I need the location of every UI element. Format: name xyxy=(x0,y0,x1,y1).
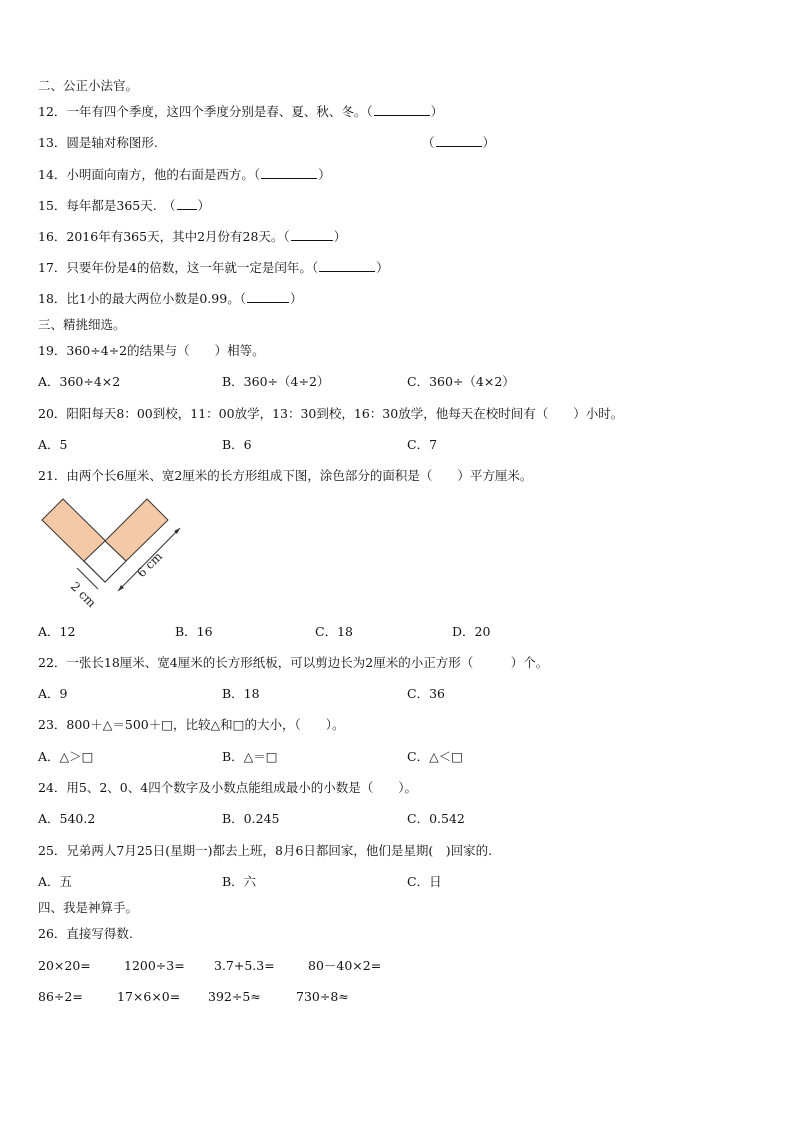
question-number: 17． xyxy=(38,260,67,275)
question-text: 圆是轴对称图形. xyxy=(66,135,158,150)
question-text: 2016年有365天，其中2月份有28天。（ xyxy=(66,229,290,244)
option-c[interactable]: C．△＜□ xyxy=(407,749,463,764)
option-b[interactable]: B．18 xyxy=(222,686,260,701)
answer-blank[interactable] xyxy=(177,197,197,210)
question-13-answer xyxy=(422,134,495,152)
calc-item[interactable]: 392÷5≈ xyxy=(208,989,261,1004)
question-number: 26． xyxy=(38,926,67,941)
option-a[interactable]: A．12 xyxy=(38,624,76,639)
question-number: 16． xyxy=(38,229,67,244)
question-26 xyxy=(38,925,133,943)
option-b[interactable]: B．0.245 xyxy=(222,811,280,826)
option-a[interactable]: A．5 xyxy=(38,437,68,452)
question-22 xyxy=(38,654,548,672)
paren-close: ） xyxy=(482,135,496,150)
answer-blank[interactable] xyxy=(247,290,289,303)
question-text: 小明面向南方，他的右面是西方。（ xyxy=(66,167,261,182)
question-12 xyxy=(38,103,443,121)
option-c[interactable]: C．18 xyxy=(315,624,353,639)
section-title-choice: 三、精挑细选。 xyxy=(38,317,126,332)
question-25 xyxy=(38,842,492,860)
option-d[interactable]: D．20 xyxy=(452,624,491,639)
calc-item[interactable]: 730÷8≈ xyxy=(296,989,349,1004)
option-c[interactable]: C．日 xyxy=(407,874,442,889)
question-number: 25． xyxy=(38,843,67,858)
calc-item[interactable]: 3.7+5.3= xyxy=(214,958,275,973)
paren-close: ） xyxy=(430,104,444,119)
option-c[interactable]: C．0.542 xyxy=(407,811,465,826)
question-24 xyxy=(38,779,417,797)
question-text: 直接写得数. xyxy=(66,926,133,941)
paren-close: ） xyxy=(289,291,303,306)
calc-item[interactable]: 17×6×0= xyxy=(117,989,181,1004)
question-text: 一年有四个季度，这四个季度分别是春、夏、秋、冬。（ xyxy=(66,104,373,119)
question-text: 用5、2、0、4四个数字及小数点能组成最小的小数是（ ）。 xyxy=(66,780,417,795)
answer-blank[interactable] xyxy=(436,134,482,147)
question-text: 阳阳每天8：00到校，11：00放学，13：30到校，16：30放学，他每天在校时间有（ ）小时。 xyxy=(66,406,624,421)
calc-item[interactable]: 80－40×2= xyxy=(308,958,382,973)
question-number: 18． xyxy=(38,291,67,306)
question-number: 14． xyxy=(38,167,67,182)
option-c[interactable]: C．7 xyxy=(407,437,438,452)
paren-close: ） xyxy=(376,260,389,275)
option-a[interactable]: A．9 xyxy=(38,686,68,701)
rectangles-figure xyxy=(30,495,200,615)
question-19 xyxy=(38,342,265,360)
question-text: 360÷4÷2的结果与（ ）相等。 xyxy=(66,343,265,358)
option-b[interactable]: B．16 xyxy=(175,624,213,639)
question-15 xyxy=(38,197,210,215)
question-13 xyxy=(38,134,158,152)
paren-close: ） xyxy=(333,229,347,244)
label-2cm: 2 cm xyxy=(67,579,99,611)
option-b[interactable]: B．六 xyxy=(222,874,257,889)
calc-item[interactable]: 86÷2= xyxy=(38,989,83,1004)
question-number: 20． xyxy=(38,406,67,421)
option-a[interactable]: A．△＞□ xyxy=(38,749,94,764)
answer-blank[interactable] xyxy=(374,103,430,116)
question-text: 每年都是365天. （ xyxy=(66,198,176,213)
paren-open: （ xyxy=(422,135,435,150)
question-text: 兄弟两人7月25日(星期一)都去上班，8月6日都回家，他们是星期( )回家的. xyxy=(66,843,493,858)
question-text: 800＋△＝500＋□，比较△和□的大小，（ ）。 xyxy=(66,717,345,732)
question-number: 13． xyxy=(38,135,67,150)
option-a[interactable]: A．360÷4×2 xyxy=(38,374,121,389)
question-text: 由两个长6厘米、宽2厘米的长方形组成下图，涂色部分的面积是（ ）平方厘米。 xyxy=(66,468,533,483)
option-c[interactable]: C．36 xyxy=(407,686,445,701)
paren-close: ） xyxy=(197,198,211,213)
question-number: 22． xyxy=(38,655,67,670)
answer-blank[interactable] xyxy=(319,259,375,272)
question-text: 比1小的最大两位小数是0.99。（ xyxy=(66,291,246,306)
question-21 xyxy=(38,467,532,485)
option-a[interactable]: A．540.2 xyxy=(38,811,96,826)
question-number: 15． xyxy=(38,198,67,213)
question-number: 24． xyxy=(38,780,67,795)
option-b[interactable]: B．6 xyxy=(222,437,252,452)
question-18 xyxy=(38,290,302,308)
option-a[interactable]: A．五 xyxy=(38,874,73,889)
question-text: 一张长18厘米、宽4厘米的长方形纸板，可以剪边长为2厘米的小正方形（ ）个。 xyxy=(66,655,549,670)
calc-item[interactable]: 1200÷3= xyxy=(124,958,185,973)
question-number: 23． xyxy=(38,717,67,732)
question-17 xyxy=(38,259,389,277)
option-c[interactable]: C．360÷（4×2） xyxy=(407,374,515,389)
section-title-calc: 四、我是神算手。 xyxy=(38,900,139,915)
question-number: 12． xyxy=(38,104,67,119)
question-text: 只要年份是4的倍数，这一年就一定是闰年。（ xyxy=(66,260,319,275)
question-14 xyxy=(38,166,331,184)
paren-close: ） xyxy=(318,167,331,182)
question-16 xyxy=(38,228,346,246)
label-6cm: 6 cm xyxy=(134,549,166,581)
section-title-judge: 二、公正小法官。 xyxy=(38,78,139,93)
answer-blank[interactable] xyxy=(291,228,333,241)
question-number: 19． xyxy=(38,343,67,358)
option-b[interactable]: B．△＝□ xyxy=(222,749,278,764)
answer-blank[interactable] xyxy=(261,166,317,179)
question-number: 21． xyxy=(38,468,67,483)
option-b[interactable]: B．360÷（4÷2） xyxy=(222,374,330,389)
question-20 xyxy=(38,405,623,423)
calc-item[interactable]: 20×20= xyxy=(38,958,91,973)
question-23 xyxy=(38,716,344,734)
